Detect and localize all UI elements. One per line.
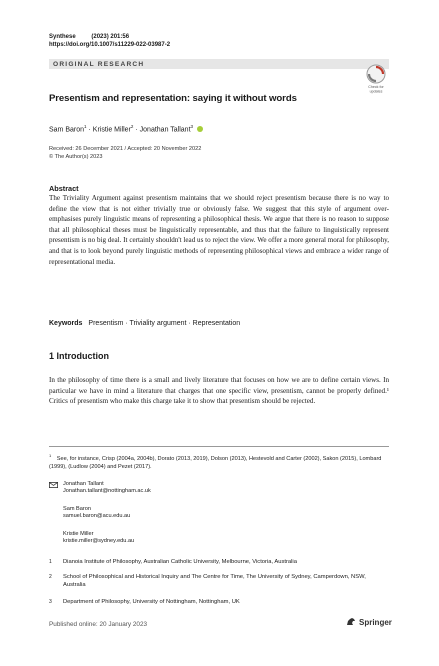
affiliation: 3 Department of Philosophy, University of Nottingham, Nottingham, UK (49, 599, 240, 605)
abstract-heading: Abstract (49, 184, 79, 193)
envelope-icon (49, 482, 58, 491)
affiliation: 1 Dianoia Institute of Philosophy, Australian Catholic University, Melbourne, Victoria, Australia (49, 559, 297, 565)
correspondent-name: Kristie Miller (63, 530, 94, 537)
orcid-icon[interactable] (197, 126, 203, 132)
correspondence-block (49, 481, 151, 545)
correspondent-email[interactable]: kristie.miller@sydney.edu.au (63, 538, 135, 545)
doi-link[interactable]: https://doi.org/10.1007/s11229-022-03987-2 (49, 42, 171, 48)
svg-text:updates: updates (369, 89, 383, 94)
author-name[interactable]: Jonathan Tallant (139, 126, 191, 134)
article-title: Presentism and representation: saying it without words (49, 93, 297, 104)
svg-text:Check for: Check for (368, 85, 384, 89)
journal-volume: (2023) 201:56 (91, 34, 130, 40)
keywords (49, 320, 240, 327)
section-band-label: ORIGINAL RESEARCH (53, 60, 145, 68)
journal-name: Synthese (49, 34, 76, 40)
section-band (49, 59, 389, 69)
author-list: Sam Baron$^1$ · Kristie Miller$^2$ · Jonathan Tallant$^3$ (49, 124, 203, 133)
affiliation: 2 School of Philosophical and Historical Inquiry and The Centre for Time, The University of Sydney, Camperdown, NSW, Australia (49, 574, 366, 589)
correspondent-email[interactable]: Jonathan.tallant@nottingham.ac.uk (63, 488, 151, 495)
footnote-divider (49, 446, 389, 447)
abstract-text: The Triviality Argument against presentism maintains that we should reject presentism because there is no way to define the view that is not either trivially true or obviously false. We suggest that this style of argument over-emphasises purely linguistic means of representing a philosophical thesis. We argue that there is no reason to suppose that all philosophical theses must be linguistically representable, and thus that the failure to linguistically represent presentism is no big deal. It certainly shouldn't lead us to reject the view. We offer a more general moral for philosophy, and that is to look beyond purely linguistic methods of representing philosophical views and embrace a wider range of representational media. (49, 194, 389, 266)
journal-header (49, 34, 129, 42)
received-accepted-dates: Received: 26 December 2021 / Accepted: 20 November 2022 (49, 146, 202, 152)
check-for-updates-icon[interactable] (364, 64, 388, 94)
footnote-text: See, for instance, Crisp (2004a, 2004b), Dorato (2013, 2019), Dolson (2013), Hestevold and Carter (2002), Sakon (2015), Lombard (1999), (Ludlow (2004) and Pezet (2017). (49, 455, 382, 470)
correspondent-email[interactable]: samuel.baron@acu.edu.au (63, 513, 131, 520)
publisher-name: Springer (359, 618, 392, 627)
published-date: Published online: 20 January 2023 (49, 621, 148, 628)
correspondent-name: Sam Baron (63, 505, 91, 512)
footnote (49, 452, 389, 471)
springer-horse-icon (346, 617, 356, 628)
author-name[interactable]: Kristie Miller (92, 126, 131, 134)
section-heading: 1 Introduction (49, 351, 109, 361)
correspondent-name: Jonathan Tallant (63, 481, 104, 487)
footnote-number: 1 (49, 453, 52, 458)
copyright-notice: © The Author(s) 2023 (49, 154, 103, 160)
introduction-text: In the philosophy of time there is a small and lively literature that focuses on how we are to define certain views. In particular we have in mind a literature that charges that one specific view, presentism, cannot be properly defined.¹ Critics of presentism who make this charge take it to show that presentism should be rejected. (49, 376, 389, 406)
keywords-list: Presentism · Triviality argument · Representation (88, 320, 241, 327)
keywords-label: Keywords (49, 320, 83, 327)
publisher-logo (346, 617, 392, 628)
author-name[interactable]: Sam Baron (49, 126, 85, 134)
